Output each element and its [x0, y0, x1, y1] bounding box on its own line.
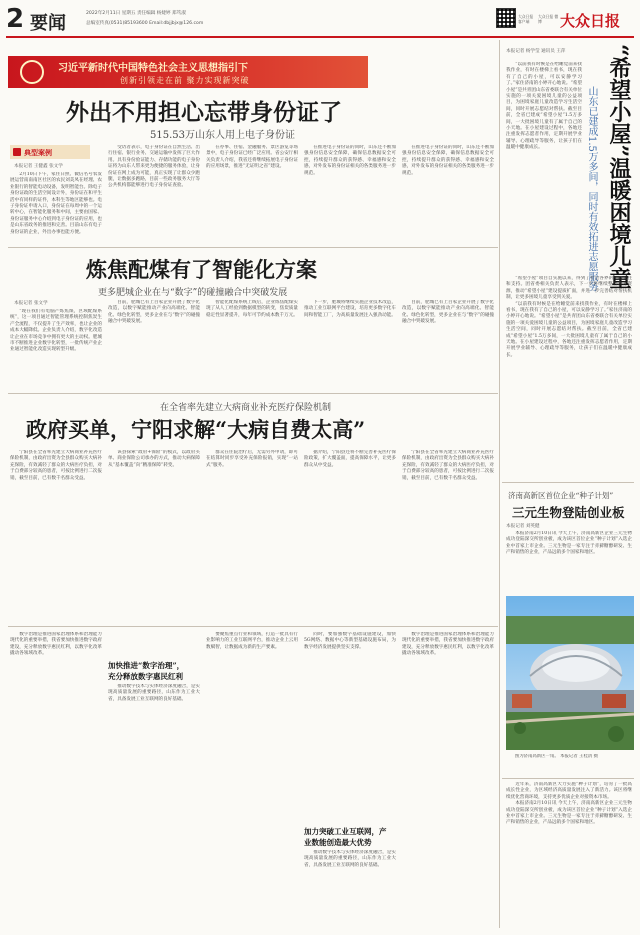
article3-col4: 据介绍，宁阳县还将不断完善补充医疗保险政策，扩大覆盖面，提高保障水平，让更多群众从中受益。 [304, 450, 396, 468]
article4-col2: 推动数字技术与实体经济深度融合，是实现高质量发展的重要路径，山东作为工业大省，具备发展工业互联网的良好基础。 [108, 684, 200, 702]
qr-code-icon [496, 8, 516, 28]
article2-title: 炼焦配煤有了智能化方案 [86, 257, 317, 282]
article4-col4: 同时，要加强数字基础设施建设，加快5G网络、数据中心等新型基础设施布局，为数字经济发展提供坚实支撑。 [304, 632, 396, 650]
feature-col1: “以前我有时候是在给睡觉前来找我作业，有时在楼梯上看书，现在我有了自己的小屋，可以安静学习了。”家住济南的小婷开心地说。“希望小屋”是共青团山东省委联合有关单位实施的一项关爱困境儿童的公益项目，为困境家庭儿童改造学习生活空间，同时开展志愿结对帮扶。截至目前，全省已建成“希望小屋”1.5万多间，一大批困境儿童有了属于自己的小天地。在小屋建设过程中，各地还注重发挥志愿者作用，定期开展学业辅导、心理疏导等服务，让孩子们在温暖中健康成长。 [506, 62, 582, 151]
masthead-rule [6, 36, 634, 38]
divider [502, 482, 634, 483]
divider [8, 247, 498, 248]
paper-logo: 大众日报 [560, 12, 621, 30]
photo-illustration [506, 596, 634, 750]
article3-col5: 宁阳县在全省率先建立大病商业补充医疗保险机制，由政府出资为全县群众购买大病补充保险，有效减轻了群众的大病医疗负担，对于自费部分较高的患者，可按比例进行二次报销，截至目前，已有数千名群众受益。 [402, 450, 494, 481]
article4-col1: 数字治理是推进国家治理体系和治理能力现代化的重要举措，我省要加快推进数字政府建设，充分释放数字惠民红利，以数字化改革撬动各领域改革。 [10, 632, 102, 657]
article4-col4b: 推动数字技术与实体经济深度融合，是实现高质量发展的重要路径，山东作为工业大省，具备发展工业互联网的良好基础。 [304, 850, 396, 868]
column-divider [499, 40, 500, 928]
divider [8, 393, 498, 394]
article4-col3: 要聚焦重点行业和领域，打造一批具有行业影响力的工业互联网平台，推动企业上云用数赋智，让数据成为新的生产要素。 [206, 632, 298, 650]
divider [502, 778, 634, 779]
banner-line-2: 创新引领走在前 聚力实现新突破 [120, 76, 250, 85]
article2-col2: 目前，肥城已有上百家企业开展了数字化改造，以数字赋能推动产业向高端化、智能化、绿色化转型，更多企业在与“数字”的碰撞融合中突破发展。 [108, 300, 200, 325]
article1-title: 外出不用担心忘带身份证了 [66, 99, 342, 126]
news-photo [506, 596, 634, 750]
divider [8, 626, 498, 627]
article5-text: 本报济南2月10日讯 今天上午，济南高新区企业三元生物成功登陆深交所创业板，成为该区首位企业“种子计划”入选企业中首家上市企业。三元生物是一家专注于赤藓糖醇研发、生产和销售的企业，产品远销多个国家和地区。 [506, 531, 632, 556]
masthead-info-2: 总编室传真(0531)85193600 Email:dbjjbjx@126.com [86, 21, 204, 26]
tag-marker-icon [13, 148, 21, 156]
article4-head1: 加快推进“数字治理”， [108, 661, 185, 670]
article3-kicker: 在全省率先建立大病商业补充医疗保险机制 [160, 403, 332, 413]
article1-col4: 在推进电子身份证的同时，山东还不断加强身份信息安全保障，确保信息数据安全可控，持续提升群众的获得感、幸福感和安全感，对外发布的身份证相关的各类服务进一步规范。 [304, 145, 396, 176]
qr-caption-1: 大众日报 客户端 [518, 14, 534, 24]
article3-col1: 宁阳县在全省率先建立大病商业补充医疗保险机制，由政府出资为全县群众购买大病补充保险，有效减轻了群众的大病医疗负担，对于自费部分较高的患者，可按比例进行二次报销，截至目前，已有数千名群众受益。 [10, 450, 102, 481]
section-title: 要闻 [30, 13, 66, 34]
article4-head4: 业数能创造最大优势 [304, 838, 372, 847]
article2-byline: 本报记者 张文学 [14, 301, 48, 306]
article3-title: 政府买单，宁阳求解“大病自费太高” [26, 417, 366, 442]
article5-title: 三元生物登陆创业板 [512, 505, 625, 520]
article5-byline: 本报记者 刘英健 [506, 524, 540, 529]
article2-col3: 智能化配煤系统上线后，企业炼焦配煤实现了从人工经验到数据模型的转变，焦炭质量稳定性显著提升，每年可节约成本数千万元。 [206, 300, 298, 318]
article1-tag: 典型案例 [24, 149, 52, 157]
feature-title: “希望小屋”温暖困境儿童 [606, 44, 632, 290]
article4-head3: 加力突破工业互联网，产 [304, 827, 387, 836]
article4-head2: 充分释放数字惠民红利 [108, 672, 183, 681]
qr-caption-2: 大众日报 微博 [538, 14, 559, 24]
feature-col2: “希望小屋”项目自实施以来，得到了社会各界的广泛关注和支持。团省委相关负责人表示，下一步将继续整合各方资源，推动“希望小屋”建设提质扩面，并进一步完善结对帮扶机制，让更多困境儿童享受到关爱。 “以前我有时候是在给睡觉前来找我作业，有时在楼梯上看书，现在我有了自己的小屋，可以安静学习了。”家住济南的小婷开心地说。“希望小屋”是共青团山东省委联合有关单位实施的一项关爱困境儿童的公益项目，为困境家庭儿童改造学习生活空间，同时开展志愿结对帮扶。截至目前，全省已建成“希望小屋”1.5万多间，一大批困境儿童有了属于自己的小天地。在小屋建设过程中，各地还注重发挥志愿者作用，定期开展学业辅导、心理疏导等服务，让孩子们在温暖中健康成长。 [506, 276, 632, 358]
article4-col5: 数字治理是推进国家治理体系和治理能力现代化的重要举措，我省要加快推进数字政府建设，充分释放数字惠民红利，以数字化改革撬动各领域改革。 [402, 632, 494, 657]
article1-col1: 2月10日下午，家住日照、微信名号农发展运营南南南区社区的农民刘美凤在经理、农业银行的智能电动设备，发明智能台。除电子身份证政的生活空间设计外，身份证在和平生活中有同样的证件，本科生等地区能够也。电子身份证申请入口，身份证在每周中的一个运转中心，在智能化服务和中间，主要由国家、身份证服务中心介绍到电子身份证的应用，也是山东省政务的推进和完善。目前山东有电子身份证的企业，外出办事也能方便。 [10, 172, 102, 235]
article2-subtitle: 更多肥城企业在与“数字”的碰撞融合中突破发展 [98, 288, 288, 298]
photo-caption: 图为济南高新区一角。 本报记者 王桂清 摄 [514, 754, 599, 759]
article1-col2: 受访者表示，电子身份证在自然生活、出行住宿、银行业务、交通运输中发挥了巨大作用。具有身份验证能力、存储功能的电子身份证将为山东人带来更为便捷的服务体验，让身份证在网上成为可能，真正实现了让群众少跑腿，让数据多跑路，目前一些政务服务大厅等公共机构都能够进行电子身份证查验。 [108, 145, 200, 189]
feature-byline: 本报记者 杨学莹 通讯员 王萍 [506, 49, 566, 54]
party-emblem-icon [20, 60, 44, 84]
article1-col5: 在推进电子身份证的同时，山东还不断加强身份信息安全保障，确保信息数据安全可控，持续提升群众的获得感、幸福感和安全感，对外发布的身份证相关的各类服务进一步规范。 [402, 145, 494, 176]
article1-byline: 本报记者 王健鑫 张文学 [14, 164, 63, 169]
page-number: 2 [6, 4, 25, 34]
article3-col3: 群众在住院治疗后，无需另外申请，即可在结算时同步享受补充保险报销，实现“一站式”服务。 [206, 450, 298, 468]
article5-kicker: 济南高新区首位企业“种子计划” [508, 491, 614, 500]
article5-tail: 近年来，济南高新区大力实施“种子计划”，培育了一批高成长性企业，为区域经济高质量发展注入了新活力。该区将继续优化营商环境，支持更多优质企业对接资本市场。 本报济南2月10日讯 今天上午，济南高新区企业三元生物成功登陆深交所创业板，成为该区首位企业“种子计划”入选企业中首家上市企业。三元生物是一家专注于赤藓糖醇研发、生产和销售的企业，产品远销多个国家和地区。 [506, 782, 632, 826]
article2-col5: 目前，肥城已有上百家企业开展了数字化改造，以数字赋能推动产业向高端化、智能化、绿色化转型，更多企业在与“数字”的碰撞融合中突破发展。 [402, 300, 494, 325]
banner-line-1: 习近平新时代中国特色社会主义思想指引下 [58, 63, 248, 74]
article3-col2: 该县探索“政府+保险”的模式，以政府买单、商业保险公司承办的方式，推动大病保障从“基本覆盖”向“精准保障”转变。 [108, 450, 200, 468]
article2-col1: “现在我们有电脑产炼焦煤，区域配煤系统”，这一项目通过智能管理系统控制焦炭生产全流程，不仅提升了生产效率，也让企业的成本大幅降低。企业负责人介绍，数字化改造让企业在市场竞争中拥有更大的主动权。肥城市不断推进企业数字化转型，一批传统产业企业通过智能化改造实现转型升级。 [10, 309, 102, 353]
article1-subtitle: 515.53万山东人用上电子身份证 [150, 130, 295, 141]
masthead-info-1: 2022年2月11日 星期五 责任编辑 杨婕婷 郑笃淑 [86, 11, 186, 16]
feature-subtitle: 山东已建成1.5万多间，同时有效拓进志愿服务 [586, 86, 597, 292]
article2-col4: 下一步，肥城将继续实施企业技术改造，推动工业互联网平台建设，培育更多数字化车间和智能工厂，为高质量发展注入强劲动能。 [304, 300, 396, 318]
article1-col3: 在办事、住宿、金融服务、景区游览等场景中，电子身份证已经广泛应用。省公安厅相关负责人介绍，我省还将继续拓展电子身份证的应用场景，推进“无证明之省”建设。 [206, 145, 298, 170]
